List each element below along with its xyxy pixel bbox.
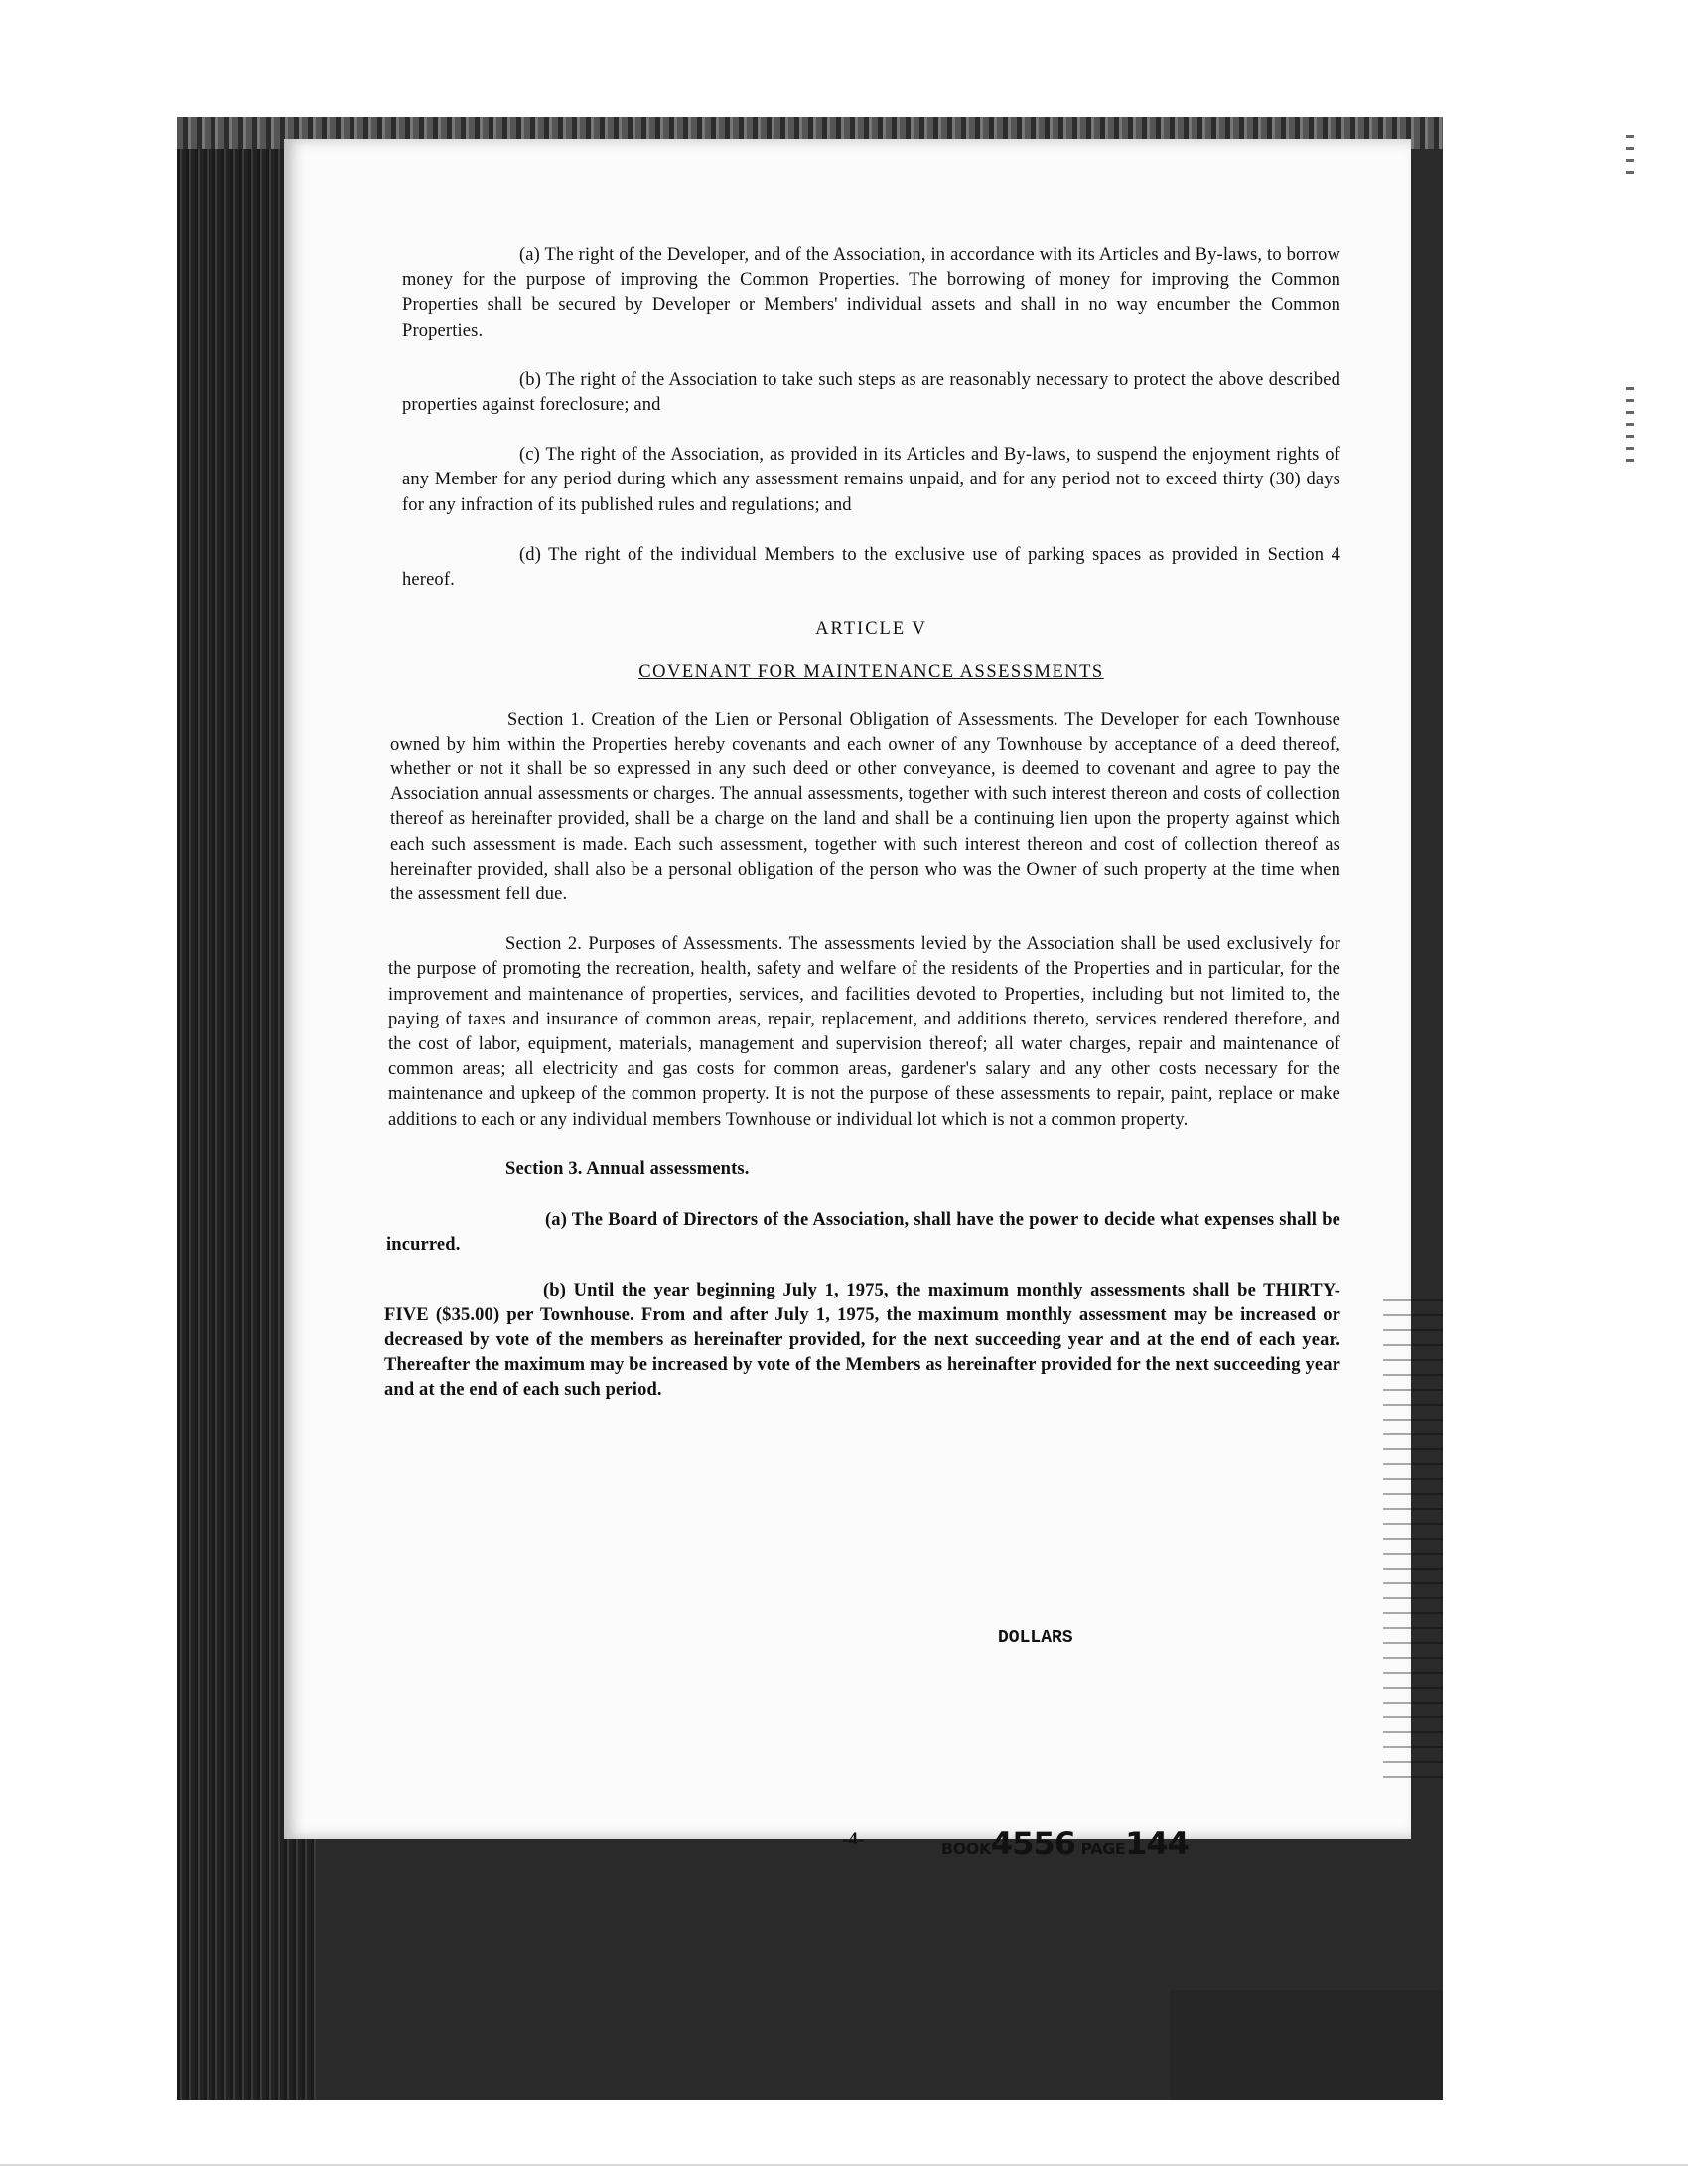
paragraph-a: (a) The right of the Developer, and of the Association, in accordance with its Articles and By-laws, to borrow money for the purpose of improving the Common Properties. The borrowing of money for improving the Common Properties shall be secured by Developer or Members' individual assets and shall in no way encumber the Common Properties. [402,245,1340,341]
paragraph-b: (b) The right of the Association to take such steps as are reasonably necessary to protect the above described properties against foreclosure; and [402,369,1340,416]
typed-overlay-dollars: DOLLARS [998,1628,1073,1648]
margin-mark [1626,129,1634,174]
section-1: Section 1. Creation of the Lien or Personal Obligation of Assessments. The Developer for each Townhouse owned by him within the Properties hereby covenants and each owner of any Townhouse by acceptance of a deed thereof, whether or not it shall be so expressed in any such deed or other conveyance, is deemed to covenant and agree to pay the Association annual assessments or charges. The annual assessments, together with such interest thereon and costs of collection thereof as hereinafter provided, shall be a charge on the land and shall be a continuing lien upon the property against which each such assessment is made. Each such assessment, together with such interest thereon and cost of collection thereof as hereinafter provided, shall also be a personal obligation of the person who was the Owner of such property at the time when the assessment fell due. [390,709,1340,905]
page-number: -4- [842,1829,865,1849]
paragraph-c: (c) The right of the Association, as provided in its Articles and By-laws, to suspend the enjoyment rights of any Member for any period during which any assessment remains unpaid, and for any period not to exceed thirty (30) days for any infraction of its published rules and regulations; and [402,445,1340,515]
section-3-heading: Section 3. Annual assessments. [505,1159,750,1179]
scan-speckle-right [1383,1289,1443,1785]
book-label: BOOK [941,1840,991,1858]
book-page-stamp [941,1825,1189,1862]
section-2: Section 2. Purposes of Assessments. The assessments levied by the Association shall be used exclusively for the purpose of promoting the recreation, health, safety and welfare of the residents of the Properties and in particular, for the improvement and maintenance of properties, services, and facilities devoted to Properties, including but not limited to, the paying of taxes and insurance of common areas, repair, replacement, and additions thereto, services rendered therefore, and the cost of labor, equipment, materials, management and supervision thereof; all water charges, repair and maintenance of common areas; all electricity and gas costs for common areas, gardener's salary and any other costs necessary for the maintenance and upkeep of the common property. It is not the purpose of these assessments to repair, paint, replace or make additions to each or any individual members Townhouse or individual lot which is not a common property. [388,934,1340,1130]
scan-dark-corner [1170,1990,1443,2100]
page-label: PAGE [1080,1840,1126,1858]
document-body [384,243,1340,1429]
covenant-title: COVENANT FOR MAINTENANCE ASSESSMENTS [638,662,1104,683]
scan-edge-line [0,2164,1688,2166]
book-number: 4556 [990,1825,1075,1862]
section-3-b: (b) Until the year beginning July 1, 1975, the maximum monthly assessments shall be THIRTY-FIVE ($35.00) per Townhouse. From and after July 1, 1975, the maximum monthly assessment may be increased or decreased by vote of the members as hereinafter provided, for the next succeeding year and at the end of each year. Thereafter the maximum may be increased by vote of the Members as hereinafter provided for the next succeeding year and at the end of each such period. [384,1280,1340,1401]
margin-mark [1626,382,1634,462]
paragraph-d: (d) The right of the individual Members to the exclusive use of parking spaces as provided in Section 4 hereof. [402,544,1340,591]
section-3-a: (a) The Board of Directors of the Association, shall have the power to decide what expenses shall be incurred. [386,1210,1340,1256]
page-ref: 144 [1125,1825,1189,1862]
article-title: ARTICLE V [815,619,927,640]
